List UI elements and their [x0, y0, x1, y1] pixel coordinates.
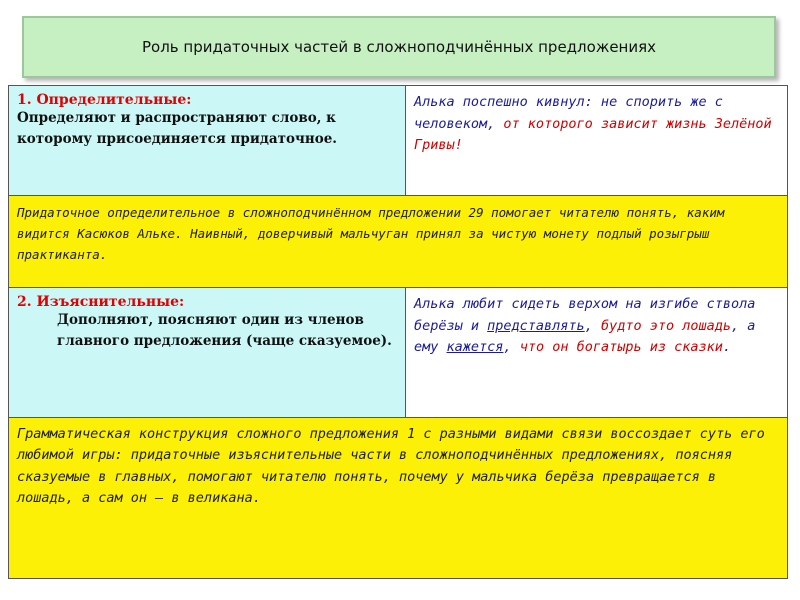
table-row: [9, 86, 788, 196]
example-punctuation: ,: [584, 317, 601, 334]
example-predicate: кажется: [446, 339, 504, 356]
comment-cell: [9, 418, 788, 579]
example-cell: [406, 86, 788, 196]
definition-cell: [9, 86, 406, 196]
example-text: [414, 294, 779, 359]
example-text: [414, 92, 779, 157]
comment-cell: [9, 196, 788, 288]
table-row: [9, 196, 788, 288]
example-subordinate-clause: будто это лошадь: [600, 317, 732, 334]
definition-text: Определяют и распространяют слово, к которому присоединяется придаточное.: [17, 110, 337, 147]
table-row: [9, 418, 788, 579]
example-punctuation: ,: [503, 339, 520, 356]
page-title: [22, 16, 776, 78]
definition-cell: [9, 288, 406, 418]
definition-text: [17, 310, 397, 352]
title-text: Роль придаточных частей в сложноподчинённых предложениях: [141, 38, 657, 56]
example-predicate: представлять: [487, 317, 585, 334]
comment-text: Придаточное определительное в сложноподчинённом предложении 29 помогает читателю понять, каким видится Касюков Альке. Наивный, доверчивый мальчуган принял за чистую монету подлый розыгрыш практиканта.: [17, 205, 725, 262]
content-table: [8, 85, 788, 579]
section-heading: 2. Изъяснительные:: [17, 294, 185, 310]
example-main-clause: Алька любит сидеть верхом на изгибе ствола берёзы и: [414, 296, 756, 334]
definition-text-span: Дополняют, поясняют один из членов главного предложения (чаще сказуемое).: [57, 312, 392, 349]
example-main-clause: Алька поспешно кивнул: не спорить же с человеком,: [414, 94, 723, 132]
example-punctuation: .: [722, 339, 732, 356]
section-heading: 1. Определительные:: [17, 92, 192, 108]
comment-text: Грамматическая конструкция сложного предложения 1 с разными видами связи воссоздает суть его любимой игры: придаточные изъяснительные части в сложноподчинённых предложениях, поясняя сказуемые в главных, помогают читателю понять, почему у мальчика берёза превращается в лошадь, а сам он – в великана.: [17, 426, 765, 506]
example-subordinate-clause: от которого зависит жизнь Зелёной Гривы!: [414, 115, 772, 154]
example-main-clause: , а ему: [414, 317, 756, 356]
table-row: [9, 288, 788, 418]
example-cell: [406, 288, 788, 418]
example-subordinate-clause: что он богатырь из сказки: [519, 339, 723, 356]
